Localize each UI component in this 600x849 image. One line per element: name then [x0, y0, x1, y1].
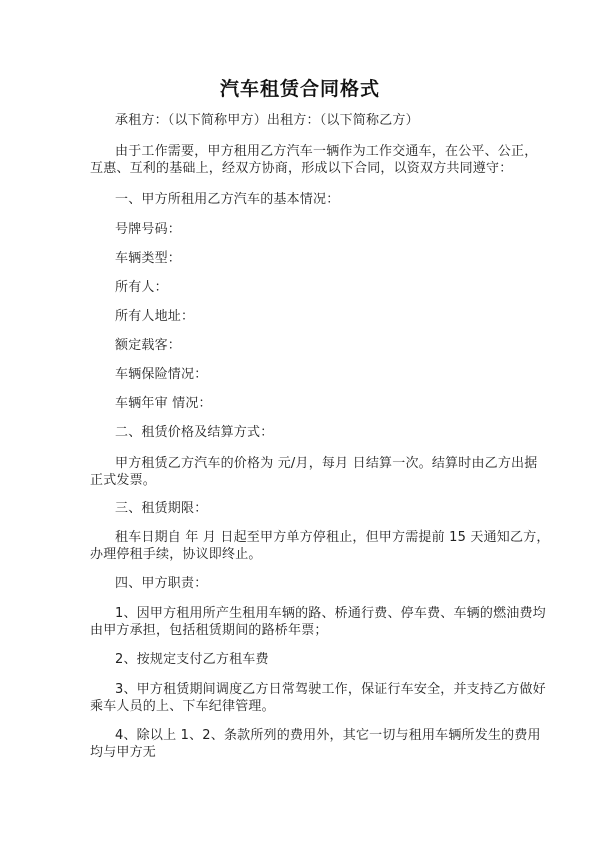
field-annual-inspection: 车辆年审 情况： — [115, 396, 212, 411]
field-owner: 所有人： — [115, 280, 168, 295]
section-4-item-1-line-2: 由甲方承担，包括租赁期间的路桥年票； — [90, 623, 328, 638]
section-2-heading: 二、租赁价格及结算方式： — [115, 425, 274, 440]
field-insurance: 车辆保险情况： — [115, 367, 208, 382]
section-2-line-2: 正式发票。 — [90, 473, 157, 488]
intro-line-1: 由于工作需要，甲方租用乙方汽车一辆作为工作交通车，在公平、公正， — [115, 144, 538, 159]
field-rated-passengers: 额定载客： — [115, 338, 182, 353]
intro-line-2: 互惠、互利的基础上，经双方协商，形成以下合同，以资双方共同遵守： — [90, 161, 513, 176]
section-4-item-3-line-1: 3、甲方租赁期间调度乙方日常驾驶工作，保证行车安全，并支持乙方做好 — [115, 682, 546, 697]
document-title: 汽车租赁合同格式 — [219, 78, 380, 100]
section-4-item-4-line-2: 均与甲方无 — [90, 745, 157, 760]
field-plate-number: 号牌号码： — [115, 222, 182, 237]
section-3-heading: 三、租赁期限： — [115, 501, 208, 516]
section-1-heading: 一、甲方所租用乙方汽车的基本情况： — [115, 192, 340, 207]
section-3-line-1: 租车日期自 年 月 日起至甲方单方停租止，但甲方需提前 15 天通知乙方， — [115, 530, 550, 545]
section-4-item-3-line-2: 乘车人员的上、下车纪律管理。 — [90, 699, 275, 714]
section-4-item-1-line-1: 1、因甲方租用所产生租用车辆的路、桥通行费、停车费、车辆的燃油费均 — [115, 606, 546, 621]
parties-line: 承租方：（以下简称甲方）出租方：（以下简称乙方） — [115, 113, 419, 128]
section-4-item-2: 2、按规定支付乙方租车费 — [115, 652, 269, 667]
section-2-line-1: 甲方租赁乙方汽车的价格为 元/月，每月 日结算一次。结算时由乙方出据 — [115, 456, 538, 471]
section-3-line-2: 办理停租手续，协议即终止。 — [90, 547, 262, 562]
section-4-heading: 四、甲方职责： — [115, 576, 208, 591]
section-4-item-4-line-1: 4、除以上 1、2、条款所列的费用外，其它一切与租用车辆所发生的费用 — [115, 728, 541, 743]
field-vehicle-type: 车辆类型： — [115, 251, 182, 266]
field-owner-address: 所有人地址： — [115, 309, 195, 324]
